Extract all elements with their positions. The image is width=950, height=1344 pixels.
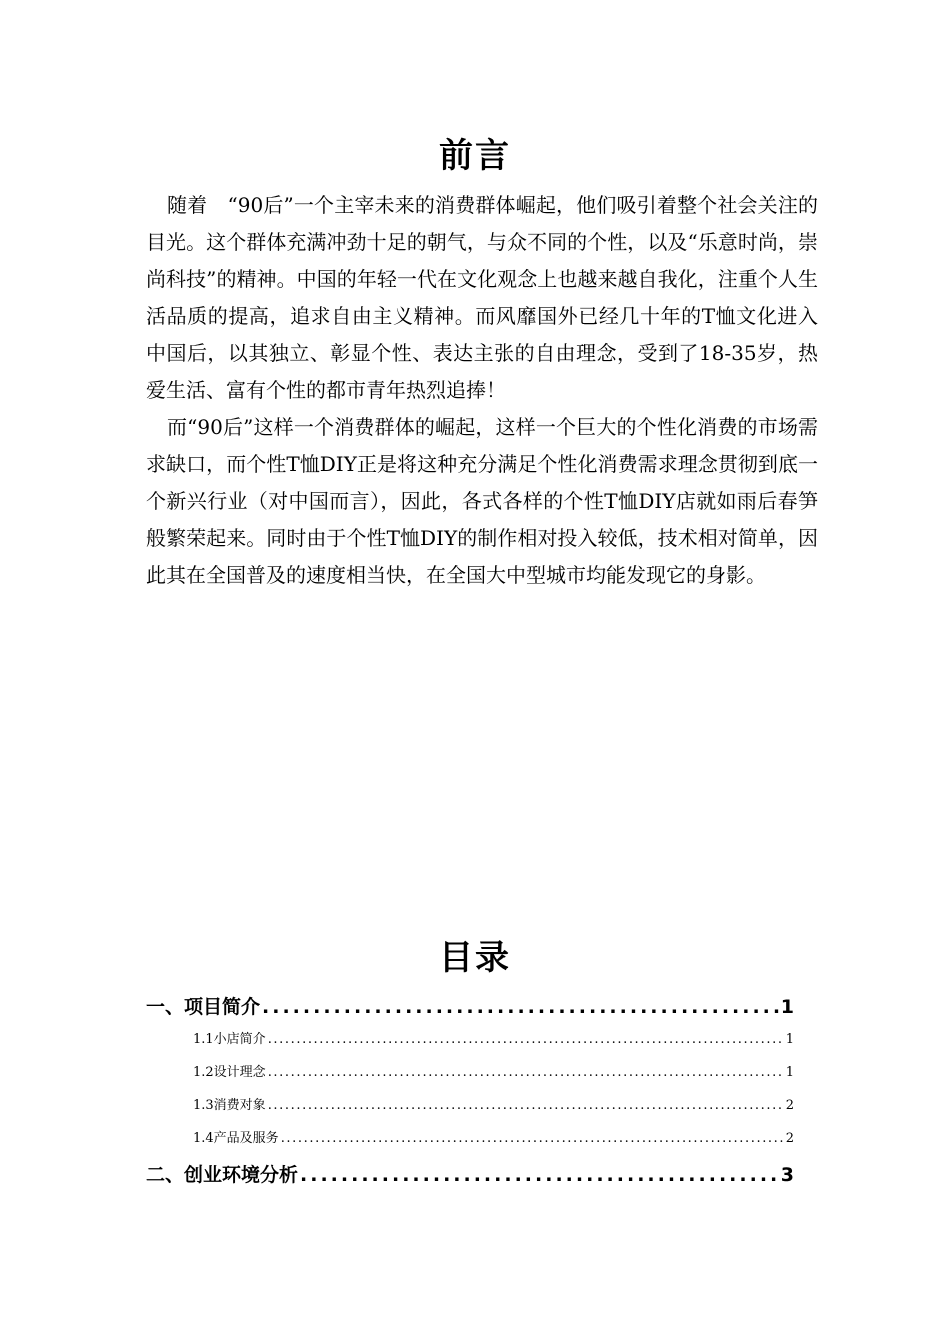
toc-entry-label: 1.4产品及服务	[193, 1131, 279, 1146]
toc-entry-target-customers[interactable]	[146, 1094, 794, 1127]
toc-entry-label: 二、创业环境分析	[146, 1164, 299, 1186]
preface-body	[146, 187, 818, 594]
preface-title: 前言	[439, 136, 511, 176]
toc-entry-label: 1.3消费对象	[193, 1098, 266, 1113]
toc-leader-dots	[300, 1164, 779, 1186]
toc-entry-page: 2	[785, 1131, 794, 1146]
toc-entry-page: 3	[780, 1164, 794, 1186]
toc-entry-environment-analysis[interactable]	[146, 1160, 794, 1194]
toc-entry-label: 1.2设计理念	[193, 1065, 266, 1080]
toc-entry-products-services[interactable]	[146, 1127, 794, 1160]
toc-entry-page: 1	[785, 1032, 794, 1047]
toc-leader-dots	[262, 996, 779, 1018]
toc-leader-dots	[268, 1098, 784, 1113]
toc-entry-page: 1	[785, 1065, 794, 1080]
preface-paragraph-1: 随着 “90后”一个主宰未来的消费群体崛起，他们吸引着整个社会关注的目光。这个群体充满冲劲十足的朝气，与众不同的个性，以及“乐意时尚，崇尚科技”的精神。中国的年轻一代在文化观念上也越来越自我化，注重个人生活品质的提高，追求自由主义精神。而风靡国外已经几十年的T恤文化进入中国后，以其独立、彰显个性、表达主张的自由理念，受到了18-35岁，热爱生活、富有个性的都市青年热烈追捧！	[146, 193, 818, 402]
toc-leader-dots	[281, 1131, 784, 1146]
toc-entry-shop-intro[interactable]	[146, 1028, 794, 1061]
toc-leader-dots	[268, 1032, 784, 1047]
toc-entry-label: 1.1小店简介	[193, 1032, 266, 1047]
toc-entry-project-intro[interactable]	[146, 992, 794, 1026]
toc-entry-page: 1	[780, 996, 794, 1018]
table-of-contents	[146, 990, 794, 1194]
toc-entry-design-concept[interactable]	[146, 1061, 794, 1094]
toc-leader-dots	[268, 1065, 784, 1080]
toc-entry-page: 2	[785, 1098, 794, 1113]
preface-paragraph-2: 而“90后”这样一个消费群体的崛起，这样一个巨大的个性化消费的市场需求缺口，而个性T恤DIY正是将这种充分满足个性化消费需求理念贯彻到底一个新兴行业（对中国而言），因此，各式各样的个性T恤DIY店就如雨后春笋般繁荣起来。同时由于个性T恤DIY的制作相对投入较低，技术相对简单，因此其在全国普及的速度相当快，在全国大中型城市均能发现它的身影。	[146, 415, 818, 587]
toc-title: 目录	[439, 938, 511, 978]
toc-entry-label: 一、项目简介	[146, 996, 261, 1018]
